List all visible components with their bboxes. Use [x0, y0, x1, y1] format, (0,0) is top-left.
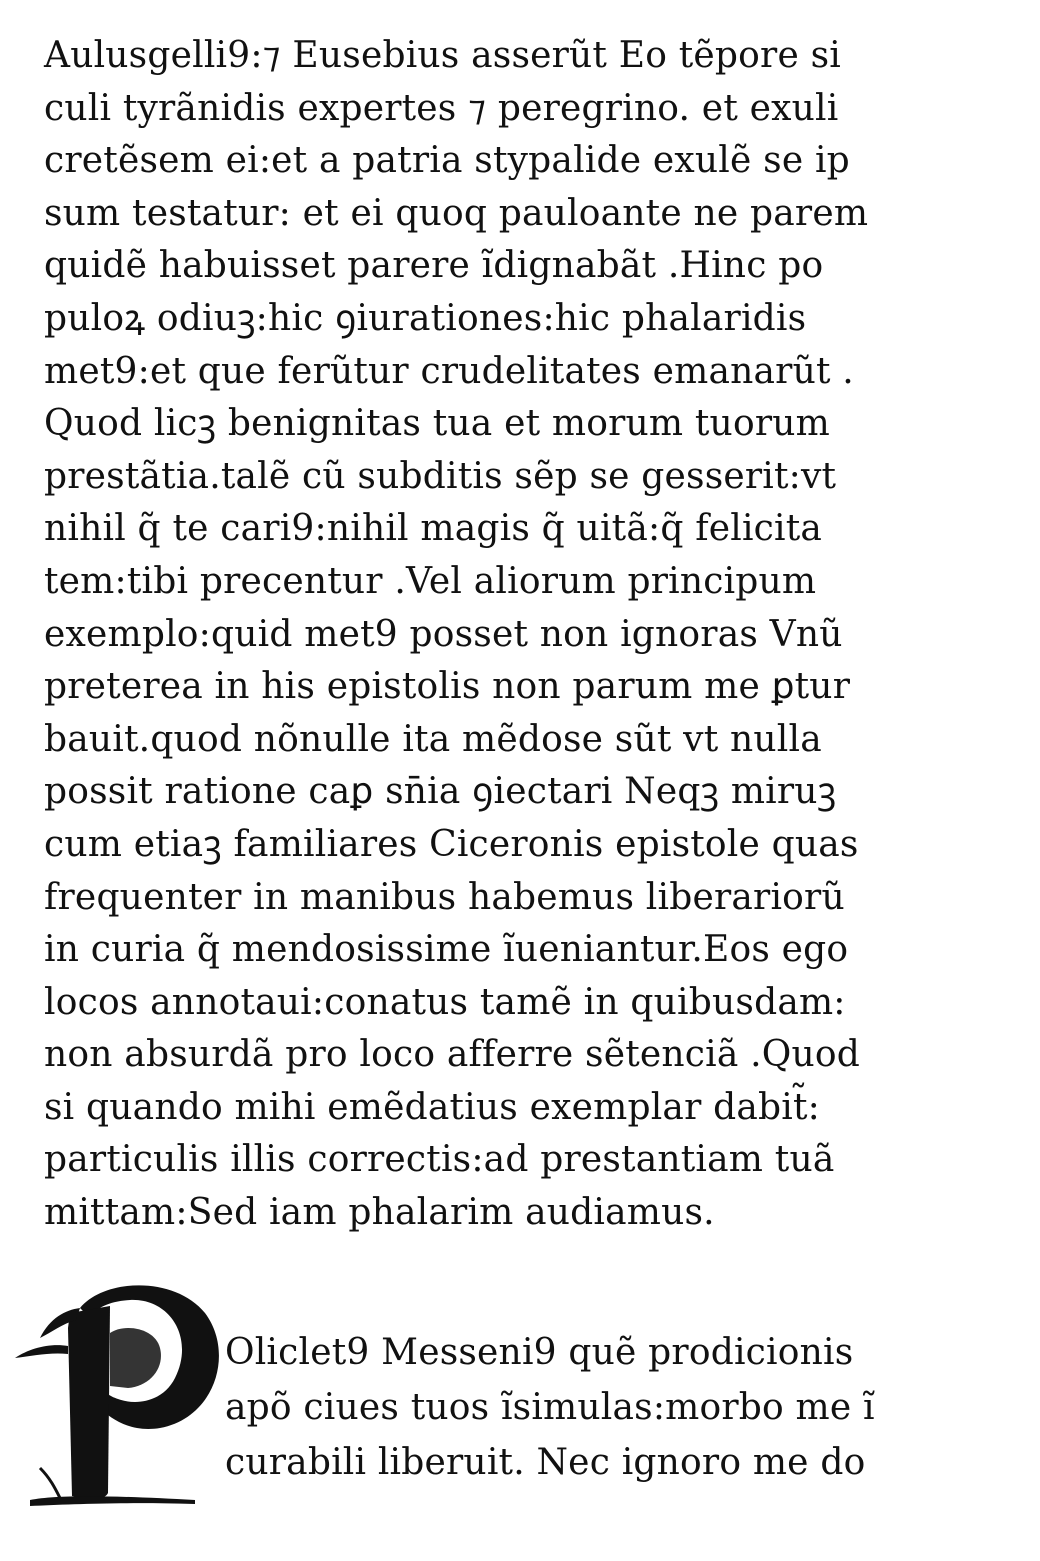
- text-line: non absurdã pro loco afferre sẽtenciã .Quod: [44, 1034, 861, 1076]
- text-line: particulis illis correctis:ad prestantiam tuã: [44, 1139, 835, 1181]
- text-line: exemplo:quid met9 posset non ignoras Vnũ: [44, 613, 843, 655]
- text-line: tem:tibi precentur .Vel aliorum principum: [44, 560, 817, 602]
- text-line: nihil q̃ te cari9:nihil magis q̃ uitã:q̃ felicita: [44, 508, 823, 550]
- text-line: Aulusgelli9:⁊ Eusebius asserũt Eo tẽpore si: [44, 35, 841, 76]
- text-line: bauit.quod nõnulle ita mẽdose sũt vt nulla: [44, 718, 822, 760]
- text-line: apõ ciues tuos ĩsimulas:morbo me ĩ: [225, 1387, 875, 1428]
- main-text-block: [44, 30, 944, 1240]
- text-line: in curia q̃ mendosissime ĩueniantur.Eos ego: [44, 929, 849, 971]
- text-line: culi tyrãnidis expertes ⁊ peregrino. et exuli: [44, 87, 839, 129]
- text-line: possit ratione caꝑ sn̄ia ꝯiectari Neqꝫ miruꝫ: [44, 771, 837, 813]
- text-line: met9:et que ferũtur crudelitates emanarũt .: [44, 350, 854, 392]
- text-line: preterea in his epistolis non parum me ꝑtur: [44, 666, 851, 708]
- text-line: prestãtia.talẽ cũ subditis sẽp se gesserit:vt: [44, 455, 837, 497]
- text-line: locos annotaui:conatus tamẽ in quibusdam:: [44, 981, 846, 1023]
- text-line: mittam:Sed iam phalarim audiamus.: [44, 1192, 715, 1234]
- initial-p-icon: [10, 1268, 220, 1518]
- text-line: curabili liberuit. Nec ignoro me do: [225, 1442, 866, 1483]
- decorated-initial-p: [10, 1268, 220, 1518]
- text-line: cretẽsem ei:et a patria stypalide exulẽ se ip: [44, 140, 850, 182]
- text-line: Quod licꝫ benignitas tua et morum tuorum: [44, 403, 830, 445]
- text-line: si quando mihi emẽdatius exemplar dabit̃:: [44, 1086, 820, 1128]
- initial-paragraph: [225, 1325, 925, 1490]
- text-line: Oliclet9 Messeni9 quẽ prodicionis: [225, 1332, 854, 1373]
- text-line: puloꝝ odiuꝫ:hic ꝯiurationes:hic phalaridis: [44, 297, 807, 339]
- text-line: frequenter in manibus habemus liberariorũ: [44, 876, 845, 918]
- text-line: quidẽ habuisset parere ĩdignabãt .Hinc po: [44, 245, 824, 287]
- text-line: cum etiaꝫ familiares Ciceronis epistole quas: [44, 823, 859, 865]
- text-line: sum testatur: et ei quoq pauloante ne parem: [44, 192, 869, 234]
